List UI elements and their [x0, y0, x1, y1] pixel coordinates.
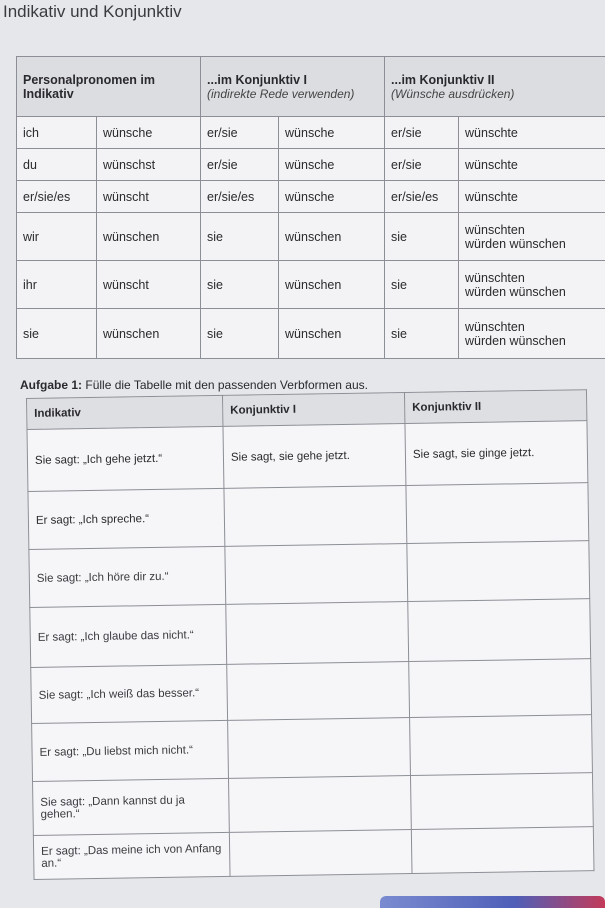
verb-indikativ: wünsche [97, 117, 201, 149]
grammar-table-header [17, 57, 605, 117]
table-row [29, 541, 590, 608]
verb-konj1: wünschen [279, 309, 385, 359]
exercise-instruction [20, 378, 368, 392]
pronoun-konj2: er/sie [385, 117, 459, 149]
taskbar-edge [380, 896, 605, 908]
verb-konj2 [459, 309, 605, 359]
table-row [17, 117, 605, 149]
konj1-answer[interactable] [228, 776, 411, 833]
table-row [17, 261, 605, 309]
konj1-answer[interactable] [228, 718, 411, 779]
verb-konj2-main: wünschte [465, 189, 518, 204]
indikativ-sentence: Er sagt: „Das meine ich von Anfang an.“ [33, 832, 230, 879]
pronoun-indikativ: sie [17, 309, 97, 359]
verb-konj2 [459, 261, 605, 309]
pronoun-konj2: er/sie/es [385, 181, 459, 213]
konj2-answer[interactable] [407, 541, 590, 602]
pronoun-indikativ: du [17, 149, 97, 181]
indikativ-sentence: Sie sagt: „Ich gehe jetzt.“ [27, 426, 224, 491]
verb-konj2-wuerde: würden wünschen [465, 236, 566, 251]
verb-konj2-wuerde: würden wünschen [465, 333, 566, 348]
pronoun-indikativ: ihr [17, 261, 97, 309]
verb-konj2-wuerde: würden wünschen [465, 284, 566, 299]
konj1-answer[interactable] [224, 486, 407, 547]
pronoun-konj2: sie [385, 213, 459, 261]
table-row [28, 483, 589, 550]
pronoun-konj2: sie [385, 309, 459, 359]
konj1-answer[interactable] [225, 544, 408, 605]
verb-konj1: wünsche [279, 117, 385, 149]
page-title: Indikativ und Konjunktiv [3, 2, 182, 21]
konj2-answer[interactable] [409, 659, 592, 718]
pronoun-konj1: sie [201, 309, 279, 359]
header-konj1-line1: ...im Konjunktiv I [207, 72, 308, 87]
verb-indikativ: wünscht [97, 181, 201, 213]
table-row [33, 773, 594, 836]
indikativ-sentence: Sie sagt: „Ich weiß das besser.“ [31, 664, 228, 723]
konj2-answer[interactable] [410, 773, 593, 830]
exercise-table [26, 389, 595, 880]
verb-indikativ: wünschen [97, 213, 201, 261]
verb-konj2 [459, 117, 605, 149]
konj1-answer[interactable] [229, 830, 412, 877]
indikativ-sentence: Sie sagt: „Ich höre dir zu.“ [29, 546, 226, 607]
header-indikativ [17, 57, 201, 117]
verb-indikativ: wünschen [97, 309, 201, 359]
table-row [33, 827, 594, 880]
konj1-answer[interactable]: Sie sagt, sie gehe jetzt. [223, 424, 406, 489]
exercise-text: Fülle die Tabelle mit den passenden Verbformen aus. [85, 378, 368, 392]
header-indikativ-line2: Indikativ [23, 86, 74, 101]
pronoun-konj1: er/sie/es [201, 181, 279, 213]
table-row [17, 149, 605, 181]
table-row [32, 715, 593, 782]
verb-konj2 [459, 149, 605, 181]
konj2-answer[interactable]: Sie sagt, sie ginge jetzt. [405, 421, 588, 486]
exercise-label: Aufgabe 1: [20, 378, 83, 392]
verb-konj1: wünsche [279, 149, 385, 181]
header-konjunktiv-2: Konjunktiv II [404, 390, 586, 424]
pronoun-konj1: er/sie [201, 149, 279, 181]
konj2-answer[interactable] [410, 715, 593, 776]
table-row [17, 213, 605, 261]
table-row [27, 421, 588, 492]
header-konjunktiv-1: Konjunktiv I [222, 393, 404, 427]
pronoun-indikativ: wir [17, 213, 97, 261]
konj2-answer[interactable] [408, 599, 591, 662]
grammar-table [16, 56, 605, 359]
konj2-answer[interactable] [411, 827, 594, 874]
verb-konj2-main: wünschten [465, 270, 525, 285]
pronoun-konj1: sie [201, 261, 279, 309]
pronoun-konj2: er/sie [385, 149, 459, 181]
table-row [17, 181, 605, 213]
pronoun-konj1: sie [201, 213, 279, 261]
pronoun-konj1: er/sie [201, 117, 279, 149]
table-row [17, 309, 605, 359]
verb-konj2-main: wünschten [465, 222, 525, 237]
table-row [31, 659, 592, 724]
konj1-answer[interactable] [227, 662, 410, 721]
konj1-answer[interactable] [226, 602, 409, 665]
verb-konj2-main: wünschte [465, 157, 518, 172]
verb-indikativ: wünscht [97, 261, 201, 309]
header-konj2-line2: (Wünsche ausdrücken) [391, 86, 515, 101]
verb-konj2 [459, 181, 605, 213]
header-konj2-line1: ...im Konjunktiv II [391, 72, 495, 87]
indikativ-sentence: Er sagt: „Ich spreche.“ [28, 488, 225, 549]
indikativ-sentence: Er sagt: „Du liebst mich nicht.“ [32, 720, 229, 781]
verb-konj1: wünsche [279, 181, 385, 213]
verb-konj2-main: wünschte [465, 125, 518, 140]
indikativ-sentence: Sie sagt: „Dann kannst du ja gehen.“ [33, 778, 230, 835]
header-konj1-line2: (indirekte Rede verwenden) [207, 86, 355, 101]
pronoun-indikativ: er/sie/es [17, 181, 97, 213]
indikativ-sentence: Er sagt: „Ich glaube das nicht.“ [30, 604, 227, 667]
verb-indikativ: wünschst [97, 149, 201, 181]
verb-konj2-main: wünschten [465, 319, 525, 334]
pronoun-indikativ: ich [17, 117, 97, 149]
header-konjunktiv-1 [201, 57, 385, 117]
header-indikativ-line1: Personalpronomen im [23, 72, 155, 87]
pronoun-konj2: sie [385, 261, 459, 309]
table-row [30, 599, 591, 668]
verb-konj1: wünschen [279, 261, 385, 309]
header-indikativ: Indikativ [27, 395, 223, 429]
verb-konj2 [459, 213, 605, 261]
verb-konj1: wünschen [279, 213, 385, 261]
header-konjunktiv-2 [385, 57, 605, 117]
konj2-answer[interactable] [406, 483, 589, 544]
